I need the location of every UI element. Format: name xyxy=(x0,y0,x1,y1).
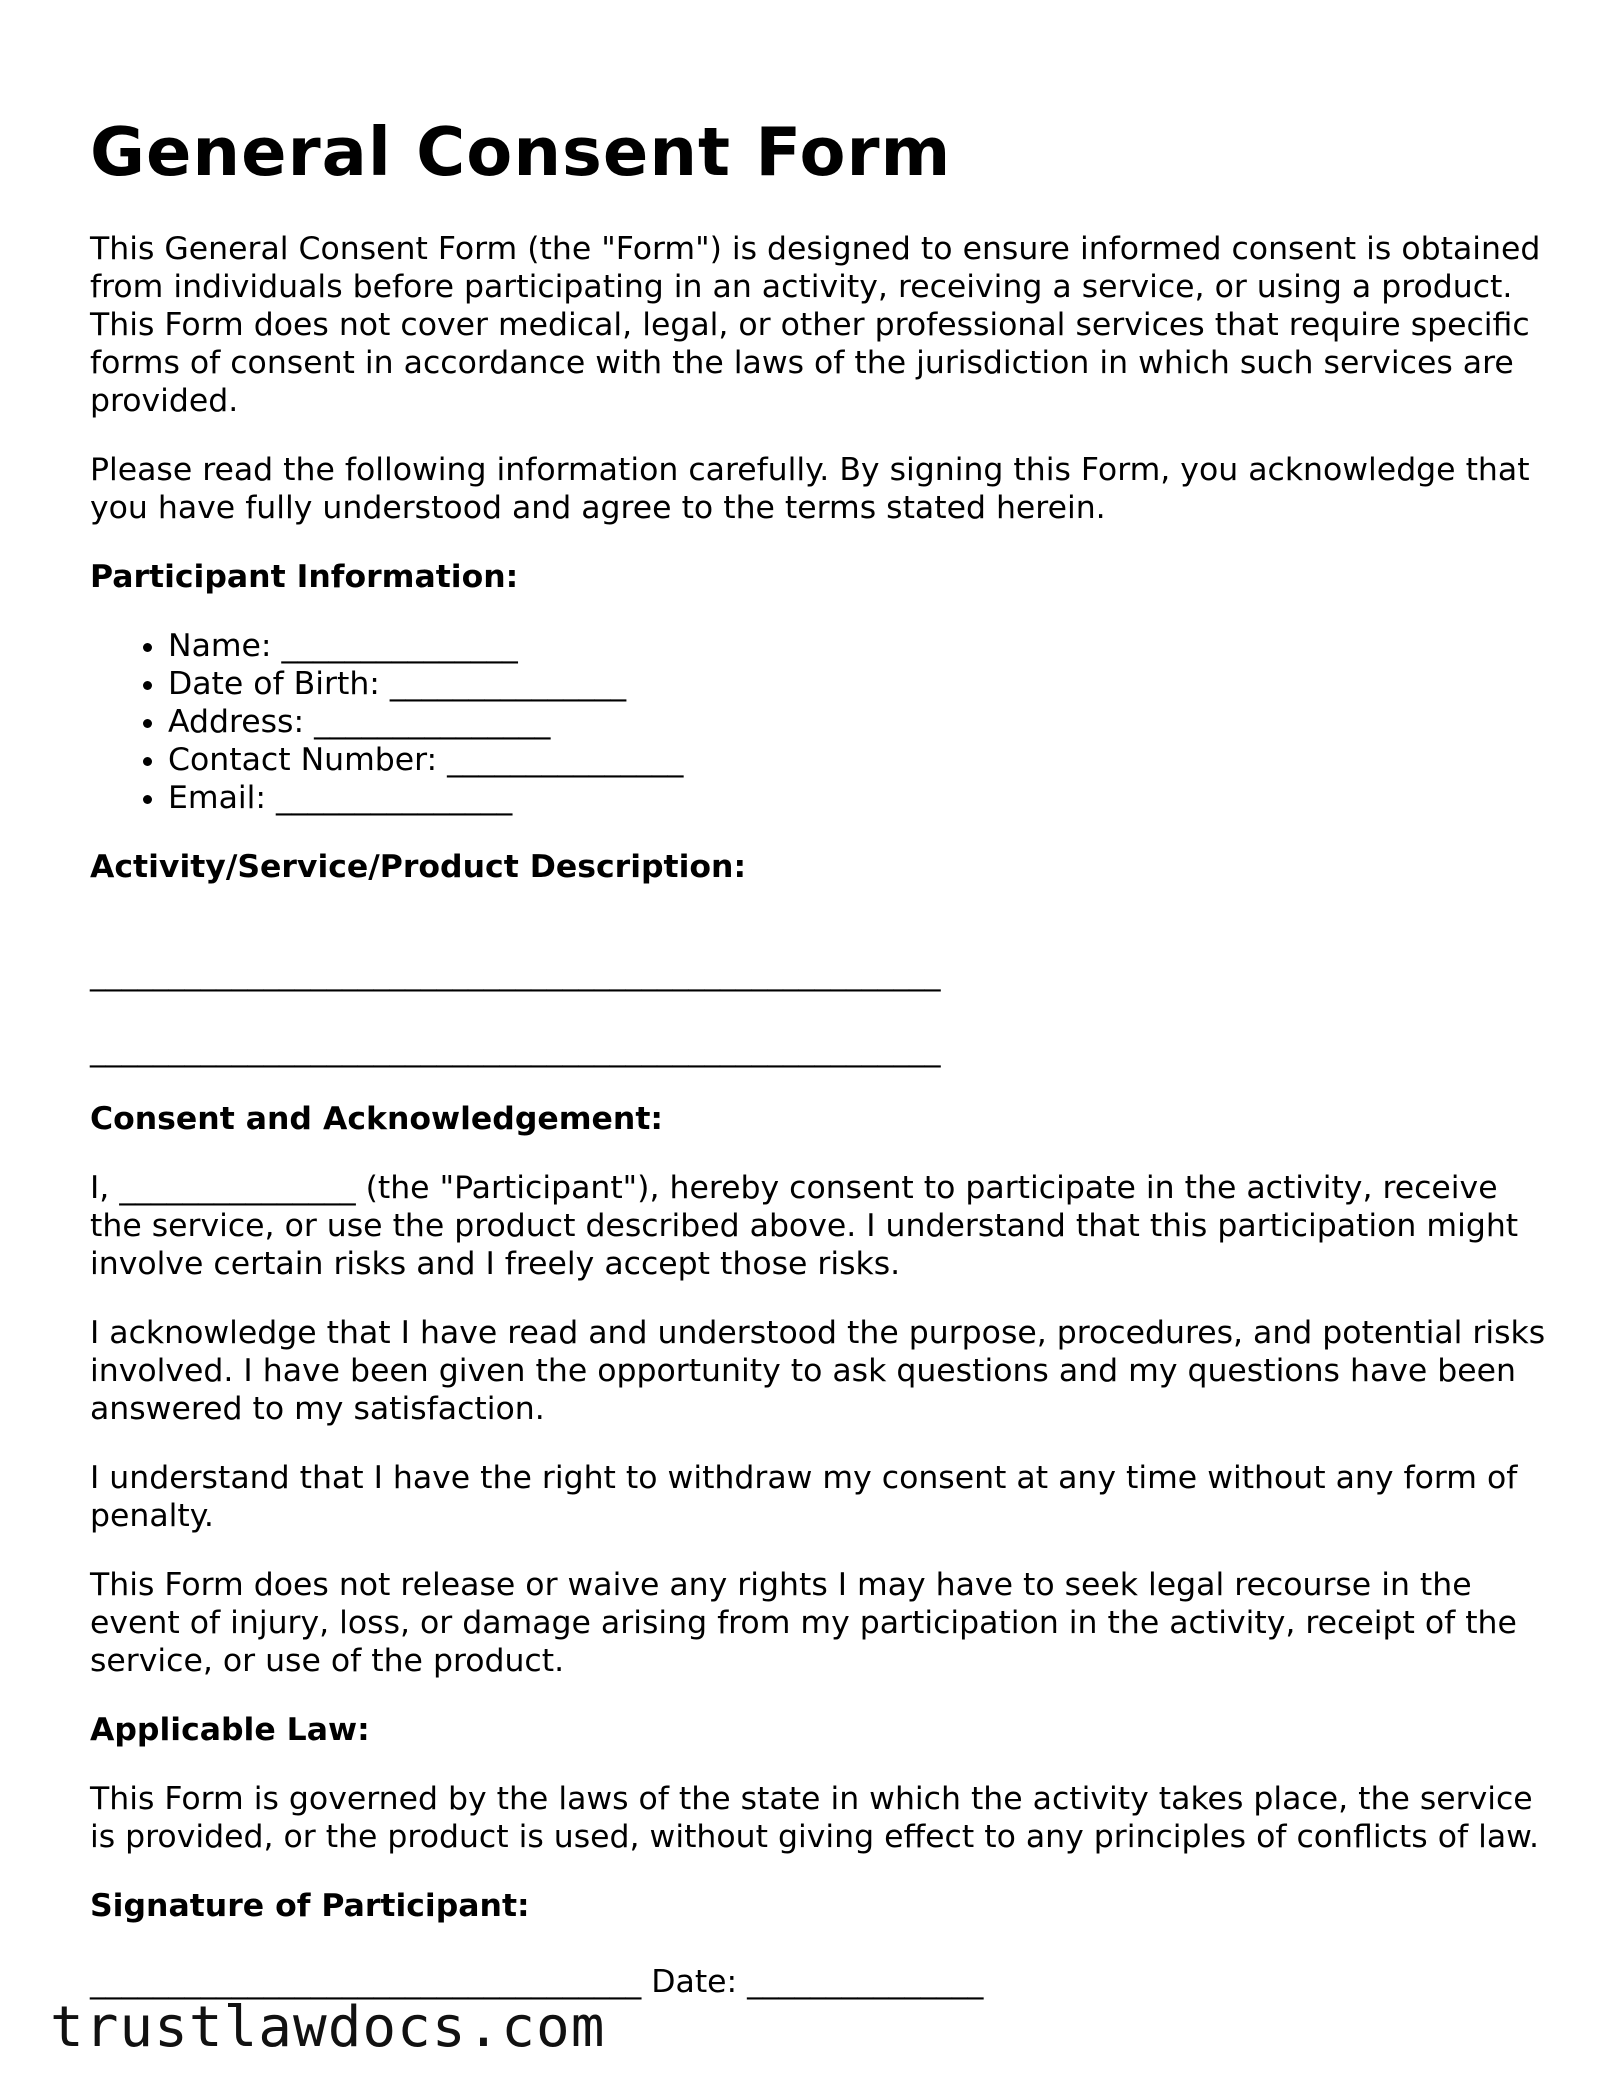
participant-fields-list xyxy=(90,627,1550,817)
description-line-2[interactable]: ______________________________________________________ xyxy=(90,1032,941,1068)
description-line-1[interactable]: ______________________________________________________ xyxy=(90,956,941,992)
description-heading: Activity/Service/Product Description: xyxy=(90,849,747,885)
intro-paragraph-1: This General Consent Form (the "Form") is designed to ensure informed consent is obtained from individuals before participating in an activity, receiving a service, or using a product. This Form does not cover medical, legal, or other professional services that require specific forms of consent in accordance with the laws of the jurisdiction in which such services are provided. xyxy=(90,231,1541,419)
consent-paragraph-2: I acknowledge that I have read and understood the purpose, procedures, and potential risks involved. I have been given the opportunity to ask questions and my questions have been answered to my satisfaction. xyxy=(90,1315,1546,1427)
email-field[interactable]: • Email: _______________ xyxy=(168,779,1550,817)
signature-heading: Signature of Participant: xyxy=(90,1888,530,1924)
address-field[interactable]: • Address: _______________ xyxy=(168,703,1550,741)
consent-heading: Consent and Acknowledgement: xyxy=(90,1101,663,1137)
date-of-birth-field[interactable]: • Date of Birth: _______________ xyxy=(168,665,1550,703)
name-field[interactable]: • Name: _______________ xyxy=(168,627,1550,665)
consent-paragraph-3: I understand that I have the right to withdraw my consent at any time without any form of penalty. xyxy=(90,1460,1518,1534)
law-heading: Applicable Law: xyxy=(90,1712,370,1748)
page-title: General Consent Form xyxy=(90,113,952,191)
footer-watermark: trustlawdocs.com xyxy=(50,1995,606,2060)
document-page xyxy=(90,112,1550,2001)
law-paragraph: This Form is governed by the laws of the state in which the activity takes place, the service is provided, or the product is used, without giving effect to any principles of conflicts of law. xyxy=(90,1781,1540,1855)
contact-number-field[interactable]: • Contact Number: _______________ xyxy=(168,741,1550,779)
consent-paragraph-4: This Form does not release or waive any rights I may have to seek legal recourse in the event of injury, loss, or damage arising from my participation in the activity, receipt of the service, or use of the product. xyxy=(90,1567,1517,1679)
consent-paragraph-1: I, _______________ (the "Participant"), hereby consent to participate in the activity, receive the service, or use the product described above. I understand that this participation might involve certain risks and I freely accept those risks. xyxy=(90,1170,1519,1282)
intro-paragraph-2: Please read the following information carefully. By signing this Form, you acknowledge that you have fully understood and agree to the terms stated herein. xyxy=(90,452,1530,526)
participant-heading: Participant Information: xyxy=(90,559,519,595)
signature-date-line[interactable]: ___________________________________ Date: _______________ xyxy=(90,1964,984,2000)
